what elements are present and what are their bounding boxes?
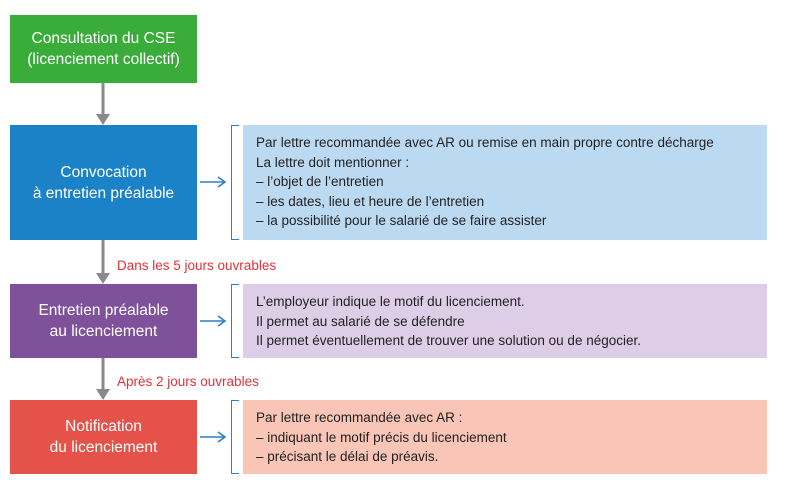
down-arrow-icon bbox=[96, 240, 110, 284]
step-label-line: du licenciement bbox=[49, 439, 158, 456]
detail-line: – précisant le délai de préavis. bbox=[256, 449, 439, 464]
detail-convocation bbox=[243, 125, 767, 240]
step-label-line: (licenciement collectif) bbox=[27, 51, 180, 68]
right-arrow-icon bbox=[200, 431, 228, 443]
delay-label: Dans les 5 jours ouvrables bbox=[117, 258, 277, 273]
step-entretien bbox=[10, 284, 197, 358]
detail-line: – l’objet de l’entretien bbox=[256, 174, 384, 189]
step-notification bbox=[10, 400, 197, 474]
step-label-line: à entretien préalable bbox=[32, 184, 175, 202]
step-label-line: Notification bbox=[65, 418, 142, 435]
down-arrow-icon bbox=[96, 83, 110, 125]
delay-label: Après 2 jours ouvrables bbox=[117, 374, 259, 389]
detail-bracket bbox=[231, 400, 239, 474]
detail-line: – indiquant le motif précis du licenciement bbox=[256, 429, 507, 445]
step-label-line: au licenciement bbox=[49, 323, 158, 340]
detail-line: Par lettre recommandée avec AR : bbox=[256, 410, 463, 425]
detail-line: L’employeur indique le motif du licenciement. bbox=[256, 294, 525, 309]
detail-line: Par lettre recommandée avec AR ou remise en main propre contre décharge bbox=[256, 135, 714, 150]
down-arrow-icon bbox=[96, 358, 110, 400]
detail-line: Il permet éventuellement de trouver une solution ou de négocier. bbox=[256, 333, 641, 348]
detail-notification bbox=[243, 400, 767, 474]
detail-line: – les dates, lieu et heure de l’entretien bbox=[256, 193, 485, 209]
step-label-line: Convocation bbox=[60, 163, 147, 181]
detail-bracket bbox=[231, 284, 239, 358]
detail-line: – la possibilité pour le salarié de se faire assister bbox=[256, 213, 547, 228]
right-arrow-icon bbox=[200, 176, 228, 188]
step-label-line: Consultation du CSE bbox=[31, 30, 176, 47]
detail-line: La lettre doit mentionner : bbox=[256, 154, 410, 170]
detail-line: Il permet au salarié de se défendre bbox=[256, 313, 465, 329]
detail-entretien bbox=[243, 284, 767, 358]
step-convocation bbox=[10, 125, 197, 240]
step-consultation-cse bbox=[10, 15, 197, 83]
detail-bracket bbox=[231, 125, 239, 240]
step-label-line: Entretien préalable bbox=[38, 302, 169, 319]
right-arrow-icon bbox=[200, 315, 228, 327]
